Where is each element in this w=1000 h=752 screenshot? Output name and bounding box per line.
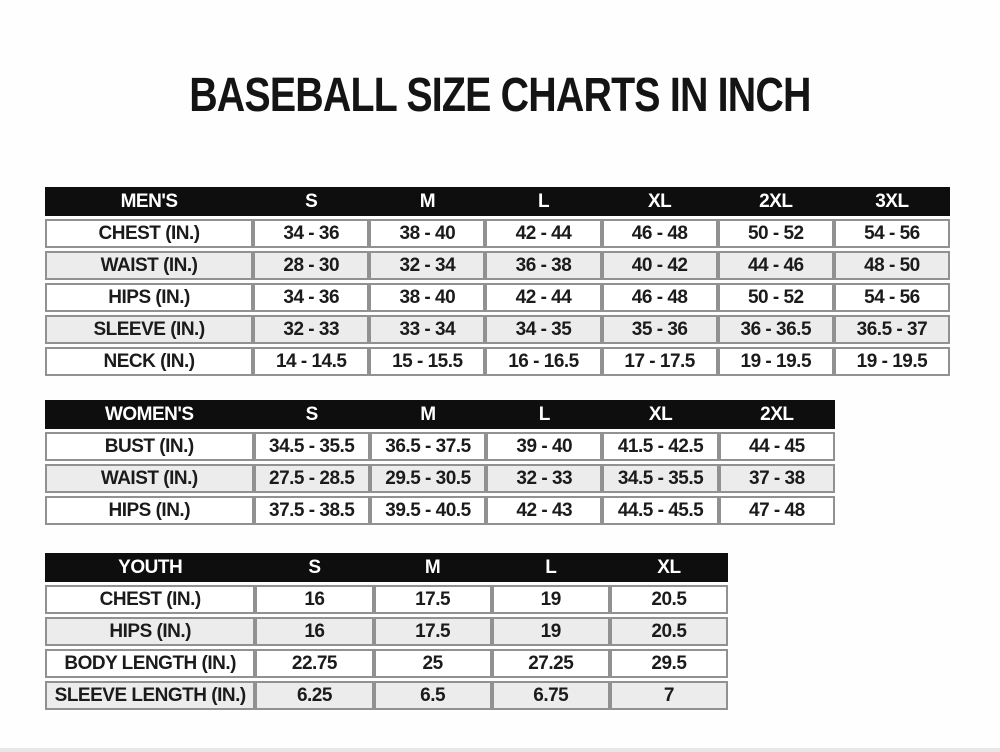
table-title-cell: MEN'S bbox=[45, 187, 253, 216]
measurement-label: BUST (IN.) bbox=[45, 432, 254, 461]
title-container bbox=[0, 0, 1000, 122]
size-value: 39.5 - 40.5 bbox=[370, 496, 486, 525]
header-row bbox=[45, 553, 728, 582]
bottom-edge-strip bbox=[0, 748, 1000, 752]
table-row bbox=[45, 432, 835, 461]
table-title-cell: WOMEN'S bbox=[45, 400, 254, 429]
size-value: 32 - 34 bbox=[369, 251, 485, 280]
size-value: 35 - 36 bbox=[602, 315, 718, 344]
womens-section bbox=[45, 397, 1000, 528]
size-value: 54 - 56 bbox=[834, 219, 950, 248]
size-value: 22.75 bbox=[255, 649, 373, 678]
size-value: 25 bbox=[374, 649, 492, 678]
measurement-label: CHEST (IN.) bbox=[45, 219, 253, 248]
size-value: 7 bbox=[610, 681, 728, 710]
size-value: 19 bbox=[492, 585, 610, 614]
table-row bbox=[45, 617, 728, 646]
size-value: 16 bbox=[255, 617, 373, 646]
table-row bbox=[45, 464, 835, 493]
page-title: BASEBALL SIZE CHARTS IN INCH bbox=[189, 69, 811, 122]
size-value: 42 - 43 bbox=[486, 496, 602, 525]
size-value: 42 - 44 bbox=[485, 219, 601, 248]
size-value: 37.5 - 38.5 bbox=[254, 496, 370, 525]
size-value: 14 - 14.5 bbox=[253, 347, 369, 376]
mens-section bbox=[45, 184, 1000, 379]
size-value: 6.25 bbox=[255, 681, 373, 710]
table-row bbox=[45, 681, 728, 710]
size-value: 40 - 42 bbox=[602, 251, 718, 280]
table-row bbox=[45, 283, 950, 312]
size-value: 50 - 52 bbox=[718, 283, 834, 312]
table-title-cell: YOUTH bbox=[45, 553, 255, 582]
size-value: 19 bbox=[492, 617, 610, 646]
header-row bbox=[45, 400, 835, 429]
measurement-label: CHEST (IN.) bbox=[45, 585, 255, 614]
measurement-label: WAIST (IN.) bbox=[45, 464, 254, 493]
size-value: 46 - 48 bbox=[602, 219, 718, 248]
size-value: 17 - 17.5 bbox=[602, 347, 718, 376]
size-value: 42 - 44 bbox=[485, 283, 601, 312]
size-value: 44.5 - 45.5 bbox=[602, 496, 718, 525]
size-column-header: XL bbox=[602, 187, 718, 216]
size-value: 34 - 36 bbox=[253, 283, 369, 312]
size-value: 41.5 - 42.5 bbox=[602, 432, 718, 461]
size-value: 36.5 - 37 bbox=[834, 315, 950, 344]
measurement-label: NECK (IN.) bbox=[45, 347, 253, 376]
size-value: 17.5 bbox=[374, 617, 492, 646]
size-value: 39 - 40 bbox=[486, 432, 602, 461]
size-value: 44 - 45 bbox=[719, 432, 835, 461]
size-value: 50 - 52 bbox=[718, 219, 834, 248]
size-column-header: L bbox=[485, 187, 601, 216]
size-column-header: M bbox=[374, 553, 492, 582]
measurement-label: HIPS (IN.) bbox=[45, 617, 255, 646]
size-column-header: 2XL bbox=[719, 400, 835, 429]
size-value: 38 - 40 bbox=[369, 219, 485, 248]
table-row bbox=[45, 496, 835, 525]
size-value: 17.5 bbox=[374, 585, 492, 614]
womens-size-table bbox=[45, 397, 835, 528]
table-row bbox=[45, 251, 950, 280]
size-value: 19 - 19.5 bbox=[718, 347, 834, 376]
table-row bbox=[45, 315, 950, 344]
size-value: 6.75 bbox=[492, 681, 610, 710]
size-value: 36 - 38 bbox=[485, 251, 601, 280]
measurement-label: SLEEVE LENGTH (IN.) bbox=[45, 681, 255, 710]
size-column-header: XL bbox=[610, 553, 728, 582]
size-column-header: 2XL bbox=[718, 187, 834, 216]
size-column-header: S bbox=[253, 187, 369, 216]
measurement-label: BODY LENGTH (IN.) bbox=[45, 649, 255, 678]
size-value: 27.5 - 28.5 bbox=[254, 464, 370, 493]
size-value: 38 - 40 bbox=[369, 283, 485, 312]
size-column-header: XL bbox=[602, 400, 718, 429]
size-value: 29.5 bbox=[610, 649, 728, 678]
size-value: 46 - 48 bbox=[602, 283, 718, 312]
size-value: 29.5 - 30.5 bbox=[370, 464, 486, 493]
size-column-header: 3XL bbox=[834, 187, 950, 216]
size-column-header: S bbox=[255, 553, 373, 582]
size-value: 20.5 bbox=[610, 617, 728, 646]
size-value: 34 - 35 bbox=[485, 315, 601, 344]
header-row bbox=[45, 187, 950, 216]
measurement-label: SLEEVE (IN.) bbox=[45, 315, 253, 344]
size-value: 34 - 36 bbox=[253, 219, 369, 248]
size-value: 34.5 - 35.5 bbox=[602, 464, 718, 493]
table-row bbox=[45, 585, 728, 614]
size-value: 16 bbox=[255, 585, 373, 614]
size-value: 32 - 33 bbox=[486, 464, 602, 493]
size-value: 27.25 bbox=[492, 649, 610, 678]
size-column-header: M bbox=[370, 400, 486, 429]
size-value: 6.5 bbox=[374, 681, 492, 710]
size-column-header: L bbox=[492, 553, 610, 582]
size-value: 36.5 - 37.5 bbox=[370, 432, 486, 461]
size-value: 48 - 50 bbox=[834, 251, 950, 280]
size-value: 37 - 38 bbox=[719, 464, 835, 493]
size-value: 33 - 34 bbox=[369, 315, 485, 344]
table-row bbox=[45, 219, 950, 248]
size-value: 32 - 33 bbox=[253, 315, 369, 344]
size-column-header: L bbox=[486, 400, 602, 429]
table-row bbox=[45, 347, 950, 376]
youth-section bbox=[45, 550, 1000, 713]
youth-size-table bbox=[45, 550, 728, 713]
table-row bbox=[45, 649, 728, 678]
size-value: 20.5 bbox=[610, 585, 728, 614]
size-value: 34.5 - 35.5 bbox=[254, 432, 370, 461]
size-value: 28 - 30 bbox=[253, 251, 369, 280]
size-value: 19 - 19.5 bbox=[834, 347, 950, 376]
size-value: 47 - 48 bbox=[719, 496, 835, 525]
size-value: 44 - 46 bbox=[718, 251, 834, 280]
size-value: 36 - 36.5 bbox=[718, 315, 834, 344]
size-value: 54 - 56 bbox=[834, 283, 950, 312]
size-value: 16 - 16.5 bbox=[485, 347, 601, 376]
measurement-label: HIPS (IN.) bbox=[45, 496, 254, 525]
size-column-header: M bbox=[369, 187, 485, 216]
measurement-label: WAIST (IN.) bbox=[45, 251, 253, 280]
size-value: 15 - 15.5 bbox=[369, 347, 485, 376]
measurement-label: HIPS (IN.) bbox=[45, 283, 253, 312]
size-column-header: S bbox=[254, 400, 370, 429]
mens-size-table bbox=[45, 184, 950, 379]
